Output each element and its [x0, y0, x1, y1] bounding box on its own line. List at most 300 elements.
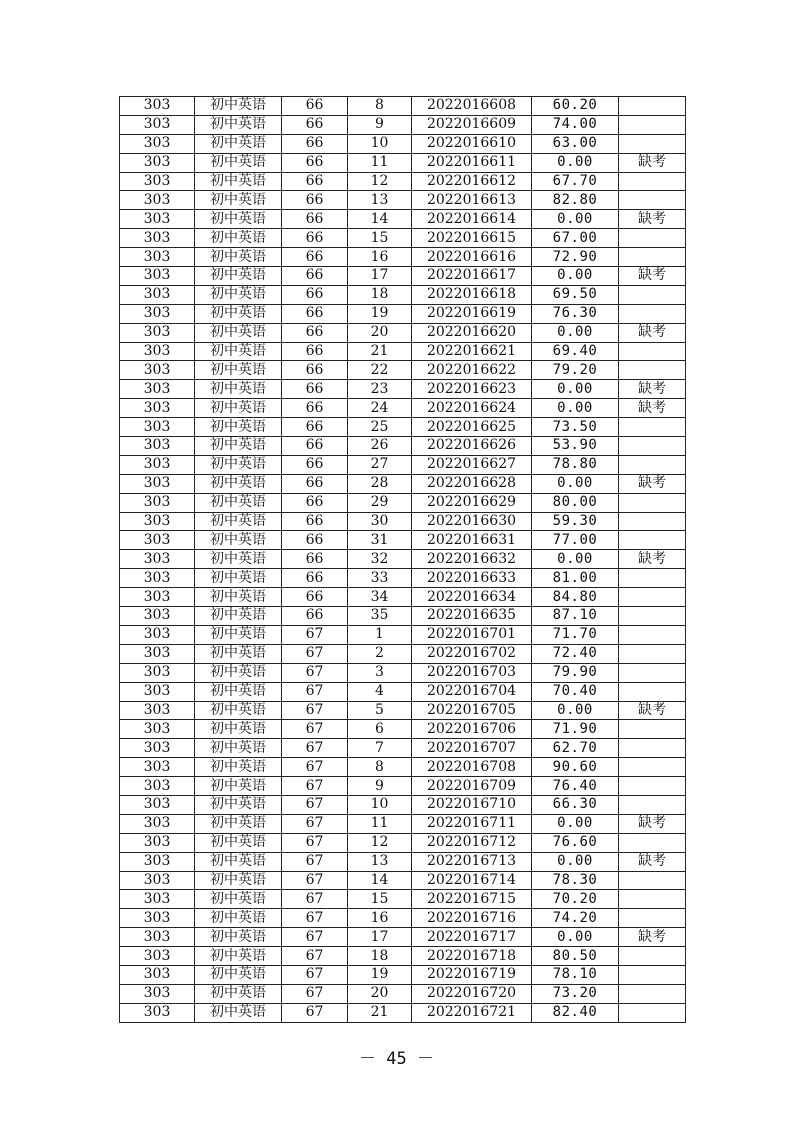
subject-cell: 初中英语: [195, 795, 282, 814]
note-cell: [619, 1003, 686, 1022]
exam-id-cell: 2022016715: [412, 890, 532, 909]
room-cell: 66: [282, 380, 348, 399]
seat-cell: 10: [348, 795, 412, 814]
subject-cell: 初中英语: [195, 97, 282, 116]
code-cell: 303: [120, 871, 195, 890]
room-cell: 66: [282, 229, 348, 248]
code-cell: 303: [120, 342, 195, 361]
exam-id-cell: 2022016621: [412, 342, 532, 361]
subject-cell: 初中英语: [195, 229, 282, 248]
room-cell: 66: [282, 342, 348, 361]
table-row: [120, 210, 686, 229]
code-cell: 303: [120, 833, 195, 852]
code-cell: 303: [120, 625, 195, 644]
subject-cell: 初中英语: [195, 474, 282, 493]
room-cell: 67: [282, 852, 348, 871]
score-cell: 0.00: [532, 323, 619, 342]
seat-cell: 27: [348, 455, 412, 474]
code-cell: 303: [120, 455, 195, 474]
room-cell: 67: [282, 1003, 348, 1022]
exam-id-cell: 2022016609: [412, 115, 532, 134]
score-cell: 78.80: [532, 455, 619, 474]
code-cell: 303: [120, 814, 195, 833]
note-cell: [619, 833, 686, 852]
exam-id-cell: 2022016623: [412, 380, 532, 399]
score-cell: 0.00: [532, 399, 619, 418]
seat-cell: 33: [348, 569, 412, 588]
score-cell: 69.50: [532, 285, 619, 304]
room-cell: 66: [282, 512, 348, 531]
table-row: [120, 380, 686, 399]
exam-id-cell: 2022016615: [412, 229, 532, 248]
table-row: [120, 512, 686, 531]
seat-cell: 13: [348, 852, 412, 871]
code-cell: 303: [120, 418, 195, 437]
code-cell: 303: [120, 569, 195, 588]
seat-cell: 7: [348, 739, 412, 758]
note-cell: [619, 947, 686, 966]
code-cell: 303: [120, 720, 195, 739]
seat-cell: 8: [348, 97, 412, 116]
seat-cell: 10: [348, 134, 412, 153]
note-cell: 缺考: [619, 814, 686, 833]
subject-cell: 初中英语: [195, 512, 282, 531]
subject-cell: 初中英语: [195, 588, 282, 607]
note-cell: 缺考: [619, 399, 686, 418]
score-cell: 77.00: [532, 531, 619, 550]
subject-cell: 初中英语: [195, 191, 282, 210]
subject-cell: 初中英语: [195, 663, 282, 682]
code-cell: 303: [120, 701, 195, 720]
room-cell: 66: [282, 361, 348, 380]
room-cell: 66: [282, 285, 348, 304]
seat-cell: 31: [348, 531, 412, 550]
note-cell: [619, 607, 686, 626]
room-cell: 67: [282, 663, 348, 682]
note-cell: [619, 795, 686, 814]
subject-cell: 初中英语: [195, 267, 282, 286]
code-cell: 303: [120, 493, 195, 512]
exam-id-cell: 2022016709: [412, 777, 532, 796]
code-cell: 303: [120, 682, 195, 701]
exam-id-cell: 2022016619: [412, 304, 532, 323]
room-cell: 66: [282, 550, 348, 569]
room-cell: 66: [282, 134, 348, 153]
room-cell: 66: [282, 607, 348, 626]
table-row: [120, 588, 686, 607]
exam-id-cell: 2022016714: [412, 871, 532, 890]
subject-cell: 初中英语: [195, 531, 282, 550]
subject-cell: 初中英语: [195, 833, 282, 852]
seat-cell: 2: [348, 644, 412, 663]
score-cell: 71.70: [532, 625, 619, 644]
table-row: [120, 531, 686, 550]
exam-id-cell: 2022016634: [412, 588, 532, 607]
note-cell: [619, 644, 686, 663]
score-cell: 0.00: [532, 267, 619, 286]
room-cell: 67: [282, 739, 348, 758]
note-cell: 缺考: [619, 852, 686, 871]
note-cell: 缺考: [619, 474, 686, 493]
room-cell: 66: [282, 97, 348, 116]
score-cell: 53.90: [532, 437, 619, 456]
seat-cell: 18: [348, 285, 412, 304]
seat-cell: 11: [348, 814, 412, 833]
seat-cell: 20: [348, 984, 412, 1003]
table-row: [120, 928, 686, 947]
exam-id-cell: 2022016716: [412, 909, 532, 928]
room-cell: 66: [282, 437, 348, 456]
seat-cell: 24: [348, 399, 412, 418]
subject-cell: 初中英语: [195, 739, 282, 758]
score-cell: 0.00: [532, 928, 619, 947]
score-cell: 82.40: [532, 1003, 619, 1022]
subject-cell: 初中英语: [195, 342, 282, 361]
room-cell: 66: [282, 323, 348, 342]
table-row: [120, 644, 686, 663]
code-cell: 303: [120, 531, 195, 550]
exam-id-cell: 2022016622: [412, 361, 532, 380]
table-row: [120, 229, 686, 248]
code-cell: 303: [120, 984, 195, 1003]
note-cell: [619, 871, 686, 890]
note-cell: [619, 739, 686, 758]
code-cell: 303: [120, 267, 195, 286]
room-cell: 67: [282, 984, 348, 1003]
table-row: [120, 795, 686, 814]
subject-cell: 初中英语: [195, 644, 282, 663]
exam-id-cell: 2022016718: [412, 947, 532, 966]
score-cell: 70.20: [532, 890, 619, 909]
table-row: [120, 947, 686, 966]
subject-cell: 初中英语: [195, 134, 282, 153]
score-table-container: [119, 96, 685, 1023]
exam-id-cell: 2022016624: [412, 399, 532, 418]
room-cell: 67: [282, 758, 348, 777]
score-cell: 80.00: [532, 493, 619, 512]
exam-id-cell: 2022016611: [412, 153, 532, 172]
score-cell: 0.00: [532, 380, 619, 399]
room-cell: 67: [282, 701, 348, 720]
table-row: [120, 342, 686, 361]
room-cell: 66: [282, 210, 348, 229]
exam-id-cell: 2022016711: [412, 814, 532, 833]
subject-cell: 初中英语: [195, 701, 282, 720]
code-cell: 303: [120, 777, 195, 796]
exam-id-cell: 2022016625: [412, 418, 532, 437]
note-cell: 缺考: [619, 210, 686, 229]
seat-cell: 22: [348, 361, 412, 380]
note-cell: [619, 625, 686, 644]
code-cell: 303: [120, 153, 195, 172]
room-cell: 67: [282, 777, 348, 796]
room-cell: 66: [282, 474, 348, 493]
table-row: [120, 323, 686, 342]
note-cell: [619, 493, 686, 512]
score-cell: 72.40: [532, 644, 619, 663]
exam-id-cell: 2022016720: [412, 984, 532, 1003]
code-cell: 303: [120, 795, 195, 814]
table-row: [120, 625, 686, 644]
score-cell: 76.60: [532, 833, 619, 852]
seat-cell: 8: [348, 758, 412, 777]
score-cell: 79.90: [532, 663, 619, 682]
note-cell: 缺考: [619, 701, 686, 720]
note-cell: [619, 437, 686, 456]
code-cell: 303: [120, 588, 195, 607]
table-row: [120, 418, 686, 437]
note-cell: [619, 285, 686, 304]
exam-id-cell: 2022016632: [412, 550, 532, 569]
note-cell: [619, 361, 686, 380]
table-row: [120, 248, 686, 267]
code-cell: 303: [120, 1003, 195, 1022]
subject-cell: 初中英语: [195, 947, 282, 966]
note-cell: [619, 248, 686, 267]
code-cell: 303: [120, 399, 195, 418]
table-row: [120, 361, 686, 380]
note-cell: [619, 682, 686, 701]
seat-cell: 5: [348, 701, 412, 720]
table-row: [120, 455, 686, 474]
score-cell: 87.10: [532, 607, 619, 626]
exam-id-cell: 2022016702: [412, 644, 532, 663]
note-cell: 缺考: [619, 267, 686, 286]
table-row: [120, 97, 686, 116]
subject-cell: 初中英语: [195, 871, 282, 890]
score-cell: 73.50: [532, 418, 619, 437]
room-cell: 67: [282, 928, 348, 947]
note-cell: [619, 777, 686, 796]
exam-id-cell: 2022016713: [412, 852, 532, 871]
note-cell: [619, 984, 686, 1003]
score-cell: 71.90: [532, 720, 619, 739]
code-cell: 303: [120, 323, 195, 342]
score-cell: 67.70: [532, 172, 619, 191]
score-cell: 74.00: [532, 115, 619, 134]
code-cell: 303: [120, 191, 195, 210]
score-cell: 73.20: [532, 984, 619, 1003]
table-row: [120, 172, 686, 191]
code-cell: 303: [120, 172, 195, 191]
seat-cell: 12: [348, 172, 412, 191]
subject-cell: 初中英语: [195, 625, 282, 644]
table-row: [120, 833, 686, 852]
seat-cell: 14: [348, 210, 412, 229]
score-cell: 59.30: [532, 512, 619, 531]
room-cell: 66: [282, 267, 348, 286]
note-cell: [619, 965, 686, 984]
code-cell: 303: [120, 947, 195, 966]
seat-cell: 30: [348, 512, 412, 531]
subject-cell: 初中英语: [195, 172, 282, 191]
score-cell: 0.00: [532, 474, 619, 493]
note-cell: [619, 569, 686, 588]
table-row: [120, 701, 686, 720]
subject-cell: 初中英语: [195, 493, 282, 512]
note-cell: [619, 531, 686, 550]
page-number: － 45 －: [359, 1049, 434, 1069]
note-cell: [619, 97, 686, 116]
subject-cell: 初中英语: [195, 399, 282, 418]
subject-cell: 初中英语: [195, 153, 282, 172]
score-cell: 62.70: [532, 739, 619, 758]
exam-id-cell: 2022016633: [412, 569, 532, 588]
note-cell: [619, 134, 686, 153]
score-cell: 0.00: [532, 550, 619, 569]
note-cell: [619, 455, 686, 474]
exam-id-cell: 2022016618: [412, 285, 532, 304]
table-row: [120, 474, 686, 493]
room-cell: 67: [282, 625, 348, 644]
table-row: [120, 285, 686, 304]
room-cell: 67: [282, 720, 348, 739]
exam-id-cell: 2022016612: [412, 172, 532, 191]
exam-id-cell: 2022016705: [412, 701, 532, 720]
seat-cell: 16: [348, 909, 412, 928]
score-cell: 0.00: [532, 852, 619, 871]
table-row: [120, 191, 686, 210]
code-cell: 303: [120, 380, 195, 399]
table-row: [120, 814, 686, 833]
exam-id-cell: 2022016616: [412, 248, 532, 267]
code-cell: 303: [120, 474, 195, 493]
code-cell: 303: [120, 550, 195, 569]
score-cell: 78.30: [532, 871, 619, 890]
code-cell: 303: [120, 909, 195, 928]
subject-cell: 初中英语: [195, 361, 282, 380]
exam-id-cell: 2022016701: [412, 625, 532, 644]
room-cell: 66: [282, 569, 348, 588]
subject-cell: 初中英语: [195, 928, 282, 947]
subject-cell: 初中英语: [195, 777, 282, 796]
table-row: [120, 739, 686, 758]
note-cell: [619, 758, 686, 777]
seat-cell: 19: [348, 304, 412, 323]
note-cell: 缺考: [619, 928, 686, 947]
note-cell: [619, 909, 686, 928]
note-cell: [619, 663, 686, 682]
note-cell: 缺考: [619, 550, 686, 569]
exam-id-cell: 2022016635: [412, 607, 532, 626]
code-cell: 303: [120, 97, 195, 116]
table-row: [120, 493, 686, 512]
subject-cell: 初中英语: [195, 984, 282, 1003]
seat-cell: 15: [348, 229, 412, 248]
seat-cell: 12: [348, 833, 412, 852]
code-cell: 303: [120, 965, 195, 984]
score-cell: 0.00: [532, 210, 619, 229]
table-row: [120, 663, 686, 682]
note-cell: [619, 342, 686, 361]
room-cell: 67: [282, 890, 348, 909]
score-cell: 70.40: [532, 682, 619, 701]
note-cell: [619, 172, 686, 191]
exam-id-cell: 2022016630: [412, 512, 532, 531]
score-cell: 0.00: [532, 153, 619, 172]
note-cell: [619, 890, 686, 909]
seat-cell: 17: [348, 928, 412, 947]
note-cell: 缺考: [619, 153, 686, 172]
seat-cell: 9: [348, 777, 412, 796]
seat-cell: 15: [348, 890, 412, 909]
table-row: [120, 890, 686, 909]
score-table: [119, 96, 686, 1023]
code-cell: 303: [120, 285, 195, 304]
exam-id-cell: 2022016627: [412, 455, 532, 474]
exam-id-cell: 2022016708: [412, 758, 532, 777]
score-cell: 63.00: [532, 134, 619, 153]
exam-id-cell: 2022016631: [412, 531, 532, 550]
score-cell: 81.00: [532, 569, 619, 588]
subject-cell: 初中英语: [195, 304, 282, 323]
exam-id-cell: 2022016614: [412, 210, 532, 229]
table-row: [120, 550, 686, 569]
room-cell: 66: [282, 304, 348, 323]
score-cell: 76.40: [532, 777, 619, 796]
subject-cell: 初中英语: [195, 720, 282, 739]
note-cell: [619, 115, 686, 134]
table-row: [120, 682, 686, 701]
seat-cell: 3: [348, 663, 412, 682]
room-cell: 66: [282, 455, 348, 474]
score-cell: 0.00: [532, 701, 619, 720]
subject-cell: 初中英语: [195, 852, 282, 871]
table-row: [120, 984, 686, 1003]
exam-id-cell: 2022016608: [412, 97, 532, 116]
subject-cell: 初中英语: [195, 455, 282, 474]
table-row: [120, 758, 686, 777]
room-cell: 66: [282, 531, 348, 550]
note-cell: [619, 720, 686, 739]
code-cell: 303: [120, 210, 195, 229]
exam-id-cell: 2022016626: [412, 437, 532, 456]
exam-id-cell: 2022016712: [412, 833, 532, 852]
room-cell: 66: [282, 493, 348, 512]
room-cell: 66: [282, 248, 348, 267]
subject-cell: 初中英语: [195, 1003, 282, 1022]
exam-id-cell: 2022016707: [412, 739, 532, 758]
seat-cell: 4: [348, 682, 412, 701]
subject-cell: 初中英语: [195, 909, 282, 928]
code-cell: 303: [120, 607, 195, 626]
score-cell: 80.50: [532, 947, 619, 966]
seat-cell: 25: [348, 418, 412, 437]
exam-id-cell: 2022016620: [412, 323, 532, 342]
code-cell: 303: [120, 304, 195, 323]
code-cell: 303: [120, 928, 195, 947]
table-row: [120, 909, 686, 928]
subject-cell: 初中英语: [195, 758, 282, 777]
note-cell: [619, 304, 686, 323]
exam-id-cell: 2022016613: [412, 191, 532, 210]
subject-cell: 初中英语: [195, 380, 282, 399]
subject-cell: 初中英语: [195, 323, 282, 342]
exam-id-cell: 2022016610: [412, 134, 532, 153]
room-cell: 66: [282, 172, 348, 191]
score-table-body: [120, 97, 686, 1023]
subject-cell: 初中英语: [195, 814, 282, 833]
table-row: [120, 1003, 686, 1022]
room-cell: 66: [282, 153, 348, 172]
table-row: [120, 569, 686, 588]
exam-id-cell: 2022016629: [412, 493, 532, 512]
room-cell: 67: [282, 833, 348, 852]
code-cell: 303: [120, 644, 195, 663]
room-cell: 67: [282, 965, 348, 984]
seat-cell: 13: [348, 191, 412, 210]
score-cell: 78.10: [532, 965, 619, 984]
